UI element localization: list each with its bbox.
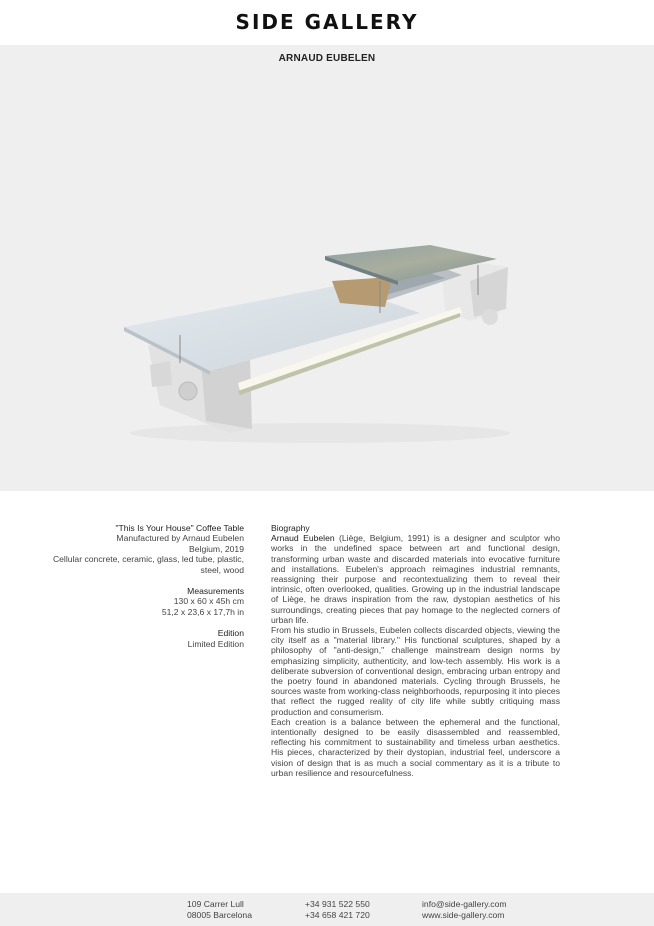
edition-label: Edition [217, 628, 244, 639]
coffee-table-photo [0, 45, 654, 491]
artwork-details [14, 523, 244, 649]
measurements-in: 51,2 x 23,6 x 17,7h in [161, 606, 244, 617]
biography-paragraph-1-text: (Liège, Belgium, 1991) is a designer and sculptor who works in the undefined space between art and functional design, transforming urban waste and discarded materials into evocative furniture and installations. Eubelen's approach reimagines industrial remnants, reassigning their purpose and recontextualizing them to reveal their intrinsic, often overlooked, qualities. Growing up in the industrial landscape of Liège, he draws inspiration from the raw, dystopian aesthetics of his surroundings, creating pieces that pay homage to the neglected corners of urban life. [271, 533, 560, 625]
product-photo-area [0, 45, 654, 491]
biography-paragraph-3: Each creation is a balance between the ephemeral and the functional, intentionally designed to be easily disassembled and reassembled, reflecting his commitment to sustainability and timeless urban aesthetics. His pieces, characterized by their dystopian, industrial feel, underscore a vision of design that is as much a social commentary as it is a tribute to urban resilience and resourcefulness. [271, 716, 560, 778]
artwork-materials-line-2: steel, wood [200, 564, 244, 575]
website-link[interactable]: www.side-gallery.com [422, 910, 505, 920]
biography-section [271, 523, 560, 778]
email-link[interactable]: info@side-gallery.com [422, 899, 507, 909]
footer-phones [305, 899, 370, 921]
gallery-logo: SIDE GALLERY [235, 10, 419, 34]
address-line-2: 08005 Barcelona [187, 910, 252, 920]
biography-paragraph-1 [271, 533, 560, 625]
measurements-label: Measurements [187, 586, 244, 597]
artwork-title: "This Is Your House" Coffee Table [115, 523, 244, 533]
biography-paragraph-2: From his studio in Brussels, Eubelen collects discarded objects, viewing the city itself as a "material library." His functional sculptures, shaped by a philosophy of "anti-design," challenge mainstream design norms by emphasizing simplicity, authenticity, and low-tech assembly. His work is a deliberate subversion of conventional design, embracing urban entropy and the poetry found in abandoned materials. Cycling through Brussels, he sources waste from working-class neighborhoods, repurposing it into pieces that reflect the rugged reality of city life while subtly critiquing mass production and consumerism. [271, 625, 560, 717]
biography-heading: Biography [271, 523, 310, 533]
artwork-materials-line-1: Cellular concrete, ceramic, glass, led tube, plastic, [52, 554, 244, 565]
measurements-cm: 130 x 60 x 45h cm [173, 596, 244, 607]
edition-value: Limited Edition [187, 638, 244, 649]
address-line-1: 109 Carrer Lull [187, 899, 244, 909]
page-footer [0, 893, 654, 926]
footer-contact [422, 899, 507, 921]
phone-1: +34 931 522 550 [305, 899, 370, 909]
designer-name: ARNAUD EUBELEN [278, 53, 376, 64]
page-header [0, 0, 654, 45]
footer-address [187, 899, 252, 921]
artwork-origin: Belgium, 2019 [189, 543, 244, 554]
artist-name: Arnaud Eubelen [271, 533, 335, 544]
artwork-manufacturer: Manufactured by Arnaud Eubelen [116, 533, 244, 544]
phone-2: +34 658 421 720 [305, 910, 370, 920]
